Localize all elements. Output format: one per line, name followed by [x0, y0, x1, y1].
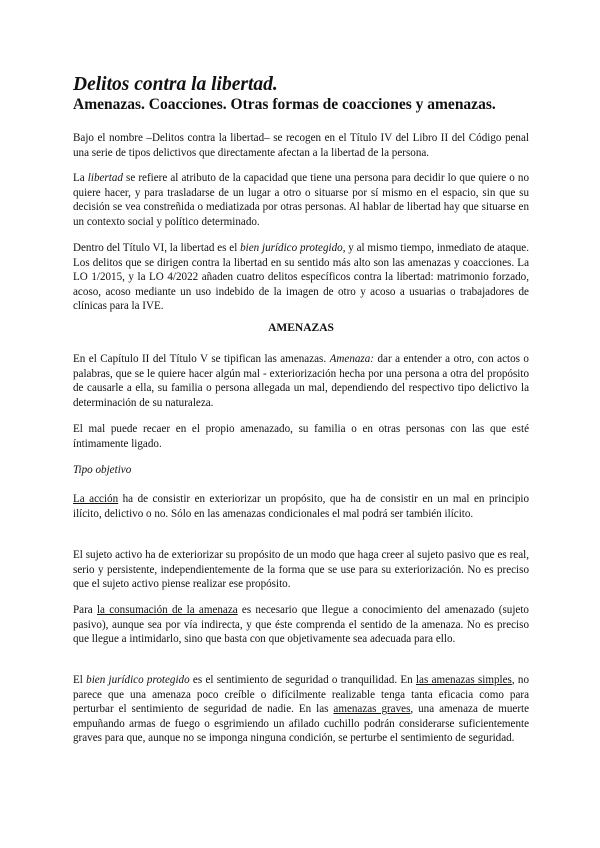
paragraph-mal: El mal puede recaer en el propio amenazado, su familia o en otras personas con las que esté íntimamente ligado.: [73, 423, 529, 450]
paragraph-libertad: La libertad se refiere al atributo de la capacidad que tiene una persona para decidir lo que quiere o no quiere hacer, y para trasladarse de un lugar a otro o situarse por sí mismo en el espacio, sin que su decisión se vea constreñida o mediatizada por otras personas. Al hablar de libertad hay que situarse en un contexto social y político determinado.: [73, 172, 529, 228]
paragraph-bien-juridico: Dentro del Título VI, la libertad es el bien jurídico protegido, y al mismo tiempo, inmediato de ataque. Los delitos que se dirigen contra la libertad en su sentido más alto son las amenazas y coacciones. La LO 1/2015, y la LO 4/2022 añaden cuatro delitos específicos contra la libertad: matrimonio forzado, acoso, acoso mediante un uso indebido de la imagen de otro y acoso a usuarias o trabajadores de clínicas para la IVE.: [73, 242, 529, 313]
paragraph-sujeto-activo: El sujeto activo ha de exteriorizar su propósito de un modo que haga creer al sujeto pasivo que es real, serio y persistente, independientemente de la forma que se use para su exteriorización. No es preciso que el sujeto activo piense realizar ese propósito.: [73, 549, 529, 591]
paragraph-accion: La acción ha de consistir en exteriorizar un propósito, que ha de consistir en un mal en principio ilícito, delictivo o no. Sólo en las amenazas condicionales el mal podrá ser también ilícito.: [73, 493, 530, 520]
paragraph-intro: Bajo el nombre –Delitos contra la libertad– se recogen en el Título IV del Libro II del Código penal una serie de tipos delictivos que directamente afectan a la libertad de la persona.: [73, 132, 529, 159]
page-title: Delitos contra la libertad.: [73, 74, 278, 95]
tipo-objetivo-label: Tipo objetivo: [73, 464, 132, 476]
section-heading-amenazas: AMENAZAS: [268, 322, 334, 334]
page-subtitle: Amenazas. Coacciones. Otras formas de coacciones y amenazas.: [73, 96, 496, 113]
paragraph-seguridad: El bien jurídico protegido es el sentimiento de seguridad o tranquilidad. En las amenazas simples, no parece que una amenaza poco creíble o difícilmente realizable tenga tanta eficacia como para perturbar el sentimiento de seguridad de nadie. En las amenazas graves, una amenaza de muerte empuñando armas de fuego o esgrimiendo un afilado cuchillo podrán considerarse suficientemente graves para que, aunque no se imponga ninguna condición, se perturbe el sentimiento de seguridad.: [73, 674, 530, 745]
paragraph-consumacion: Para la consumación de la amenaza es necesario que llegue a conocimiento del amenazado (sujeto pasivo), aunque sea por vía indirecta, y que éste comprenda el sentido de la amenaza. No es preciso que llegue a intimidarlo, sino que basta con que objetivamente sea adecuada para ello.: [73, 604, 529, 646]
paragraph-amenaza-definition: En el Capítulo II del Título V se tipifican las amenazas. Amenaza: dar a entender a otro, con actos o palabras, que se le quiere hacer algún mal - exteriorización hecha por una persona a otra del propósito de causarle a ella, su familia o persona allegada un mal, dependiendo del respectivo tipo delictivo la determinación de su naturaleza.: [73, 353, 529, 409]
